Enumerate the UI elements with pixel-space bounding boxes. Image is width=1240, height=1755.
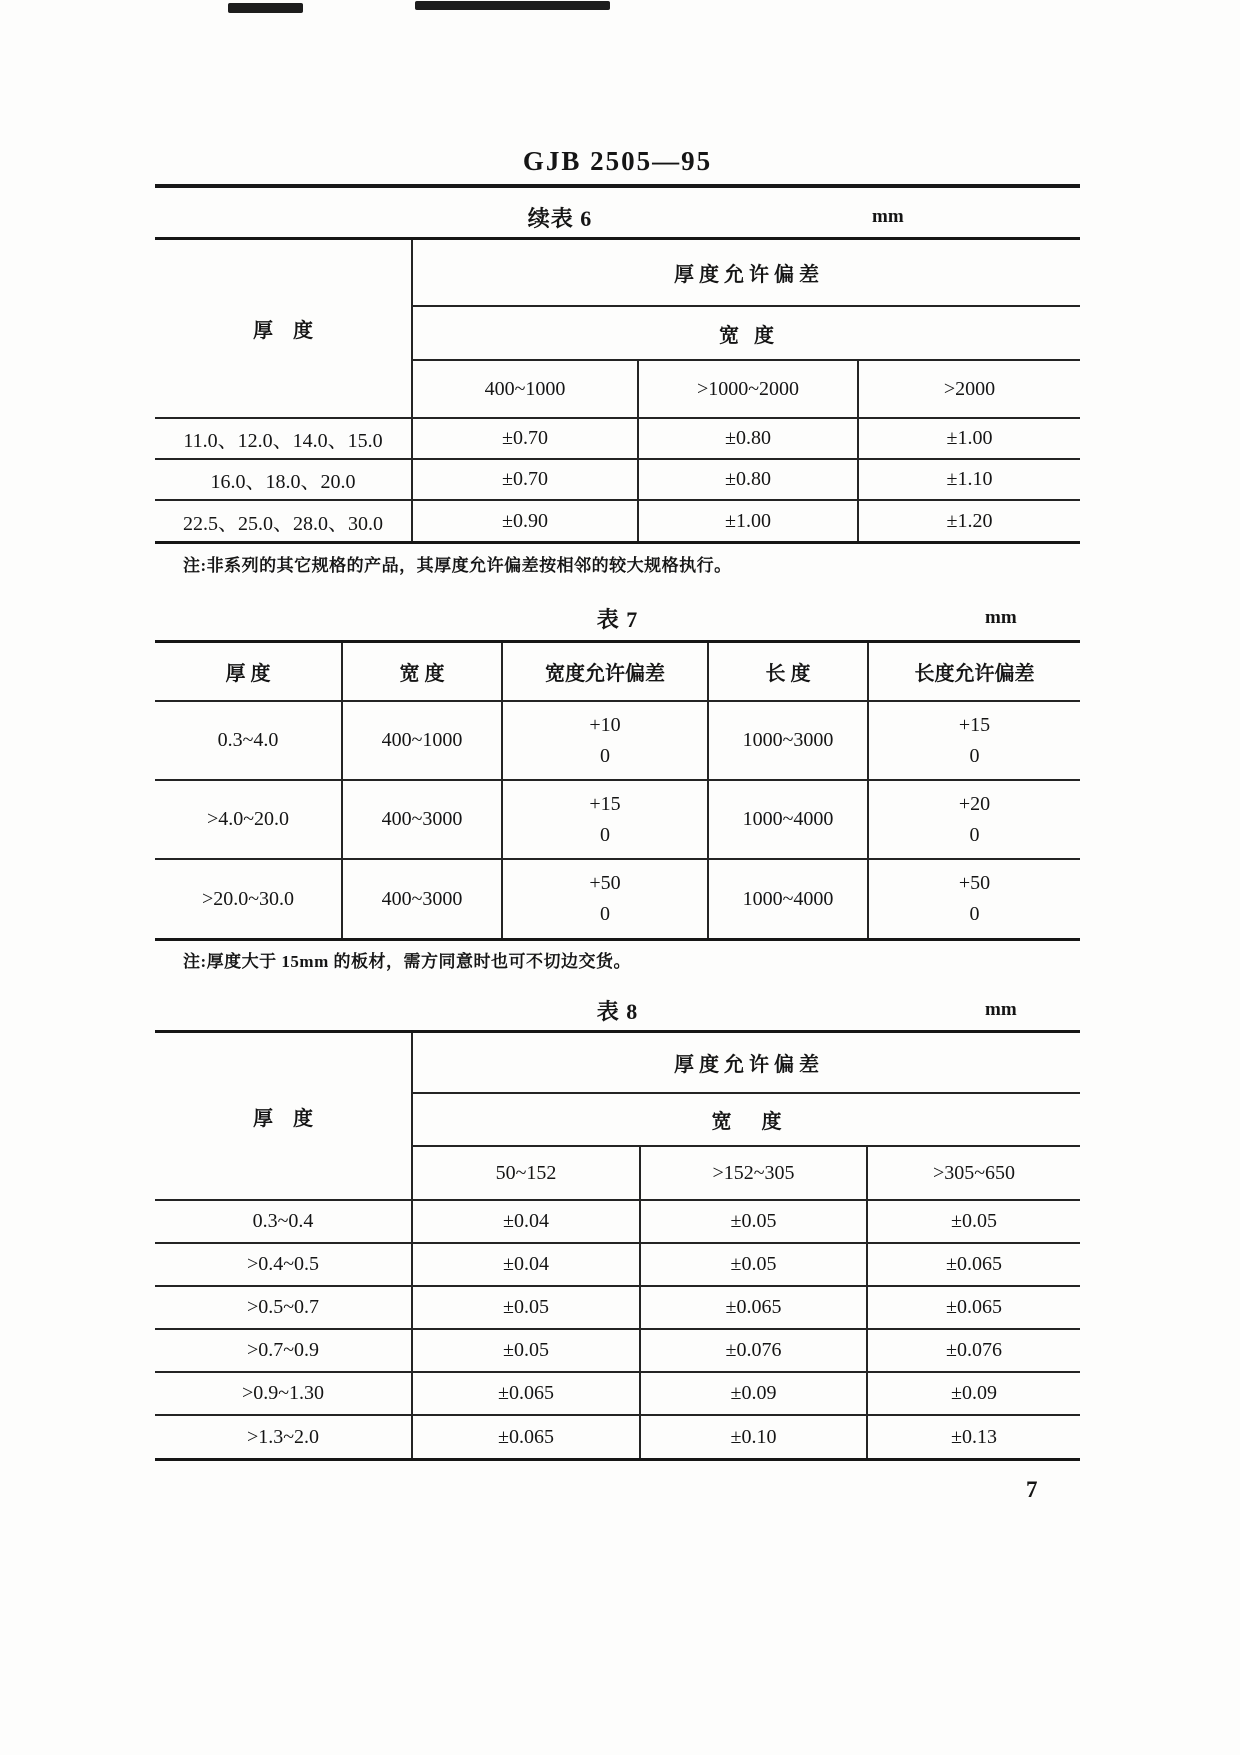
table7-caption: 表 7 <box>596 607 639 632</box>
table-row <box>155 459 1080 500</box>
table-cell-thickness: >0.5~0.7 <box>155 1286 412 1329</box>
table-row <box>155 1329 1080 1372</box>
table7-header: 长度允许偏差 <box>868 643 1080 701</box>
table-row <box>155 1286 1080 1329</box>
table-cell-length: 1000~3000 <box>708 701 868 780</box>
table6-width-range: >1000~2000 <box>638 360 858 418</box>
table-cell-deviation: ±0.05 <box>640 1200 867 1243</box>
table-cell-thickness: 0.3~4.0 <box>155 701 342 780</box>
table-cell-thickness: >4.0~20.0 <box>155 780 342 859</box>
table-row <box>155 701 1080 780</box>
table-row <box>155 780 1080 859</box>
tolerance-upper: +10 <box>589 713 621 736</box>
table-row <box>155 418 1080 459</box>
table-cell-width-tolerance <box>502 701 708 780</box>
table-cell-deviation: ±0.065 <box>867 1243 1080 1286</box>
table-cell-deviation: ±0.05 <box>412 1286 640 1329</box>
table-cell-length-tolerance <box>868 701 1080 780</box>
tolerance-upper: +15 <box>958 713 991 736</box>
table-cell-width: 400~1000 <box>342 701 502 780</box>
table-cell-length-tolerance <box>868 859 1080 938</box>
tolerance-upper: +15 <box>589 792 621 815</box>
table-cell-deviation: ±0.065 <box>412 1415 640 1458</box>
table6-note: 注:非系列的其它规格的产品，其厚度允许偏差按相邻的较大规格执行。 <box>183 556 732 575</box>
table7 <box>155 640 1080 941</box>
table-cell-deviation: ±0.09 <box>640 1372 867 1415</box>
table-cell-length: 1000~4000 <box>708 859 868 938</box>
table8-dev-header: 厚 度 允 许 偏 差 <box>412 1033 1080 1093</box>
table6-caption: 续表 6 <box>527 206 593 231</box>
tolerance-lower: 0 <box>600 744 610 767</box>
table-cell-deviation: ±1.00 <box>858 418 1080 459</box>
table-cell-thickness: >0.7~0.9 <box>155 1329 412 1372</box>
table-cell-width: 400~3000 <box>342 859 502 938</box>
table8-width-range: >305~650 <box>867 1146 1080 1200</box>
table-cell-deviation: ±0.065 <box>412 1372 640 1415</box>
table-cell-thickness: 16.0、18.0、20.0 <box>155 459 412 500</box>
tolerance-lower: 0 <box>600 903 610 925</box>
table-cell-deviation: ±0.10 <box>640 1415 867 1458</box>
table7-header: 长 度 <box>708 643 868 701</box>
table-cell-deviation: ±0.065 <box>640 1286 867 1329</box>
page-number: 7 <box>1026 1477 1038 1502</box>
table-cell-deviation: ±0.90 <box>412 500 638 541</box>
table-row <box>155 1415 1080 1458</box>
tolerance-upper: +50 <box>958 872 991 894</box>
table-cell-deviation: ±0.05 <box>412 1329 640 1372</box>
tolerance-upper: +50 <box>589 872 621 894</box>
table-row <box>155 859 1080 938</box>
tolerance-lower: 0 <box>969 744 980 767</box>
table-cell-thickness: 11.0、12.0、14.0、15.0 <box>155 418 412 459</box>
table-cell-deviation: ±1.10 <box>858 459 1080 500</box>
table7-header: 厚 度 <box>155 643 342 701</box>
table-row <box>155 1243 1080 1286</box>
tolerance-upper: +20 <box>958 792 991 815</box>
tolerance-lower: 0 <box>969 903 980 925</box>
table-cell-deviation: ±0.80 <box>638 459 858 500</box>
table6-dev-header: 厚 度 允 许 偏 差 <box>412 240 1080 306</box>
table8-width-range: >152~305 <box>640 1146 867 1200</box>
table-cell-deviation: ±0.70 <box>412 418 638 459</box>
table6 <box>155 237 1080 544</box>
table-cell-deviation: ±0.04 <box>412 1200 640 1243</box>
table-cell-length-tolerance <box>868 780 1080 859</box>
table6-width-range: >2000 <box>858 360 1080 418</box>
table6-width-header: 宽 度 <box>412 306 1080 360</box>
table-cell-length: 1000~4000 <box>708 780 868 859</box>
scan-artifact <box>415 1 610 10</box>
table-cell-deviation: ±1.20 <box>858 500 1080 541</box>
table-cell-width: 400~3000 <box>342 780 502 859</box>
table-row <box>155 1372 1080 1415</box>
table-cell-deviation: ±0.80 <box>638 418 858 459</box>
table-row <box>155 500 1080 541</box>
table7-unit: mm <box>985 607 1017 628</box>
table8-corner-header: 厚 度 <box>155 1033 412 1200</box>
table-cell-deviation: ±0.13 <box>867 1415 1080 1458</box>
table-cell-thickness: 22.5、25.0、28.0、30.0 <box>155 500 412 541</box>
table7-header: 宽度允许偏差 <box>502 643 708 701</box>
table8-caption: 表 8 <box>596 999 639 1024</box>
table-cell-width-tolerance <box>502 780 708 859</box>
table-cell-thickness: >0.9~1.30 <box>155 1372 412 1415</box>
table-cell-deviation: ±0.09 <box>867 1372 1080 1415</box>
table7-note: 注:厚度大于 15mm 的板材，需方同意时也可不切边交货。 <box>183 952 631 971</box>
table-cell-deviation: ±0.05 <box>640 1243 867 1286</box>
tolerance-lower: 0 <box>600 823 610 846</box>
header-rule <box>155 184 1080 188</box>
table-cell-thickness: >1.3~2.0 <box>155 1415 412 1458</box>
table-cell-deviation: ±0.04 <box>412 1243 640 1286</box>
table6-unit: mm <box>872 206 904 227</box>
table-cell-deviation: ±0.076 <box>867 1329 1080 1372</box>
table-row <box>155 1200 1080 1243</box>
table-cell-deviation: ±0.70 <box>412 459 638 500</box>
table-cell-thickness: >20.0~30.0 <box>155 859 342 938</box>
table6-width-range: 400~1000 <box>412 360 638 418</box>
table7-header: 宽 度 <box>342 643 502 701</box>
table8 <box>155 1030 1080 1461</box>
table-cell-deviation: ±1.00 <box>638 500 858 541</box>
tolerance-lower: 0 <box>969 823 980 846</box>
table8-width-header: 宽 度 <box>412 1093 1080 1146</box>
scan-artifact <box>228 3 303 13</box>
table-cell-width-tolerance <box>502 859 708 938</box>
doc-number: GJB 2505—95 <box>522 146 713 176</box>
table-cell-thickness: 0.3~0.4 <box>155 1200 412 1243</box>
table8-unit: mm <box>985 999 1017 1020</box>
table-cell-deviation: ±0.076 <box>640 1329 867 1372</box>
table6-corner-header: 厚 度 <box>155 240 412 418</box>
table8-width-range: 50~152 <box>412 1146 640 1200</box>
table-cell-thickness: >0.4~0.5 <box>155 1243 412 1286</box>
table-cell-deviation: ±0.065 <box>867 1286 1080 1329</box>
table-cell-deviation: ±0.05 <box>867 1200 1080 1243</box>
